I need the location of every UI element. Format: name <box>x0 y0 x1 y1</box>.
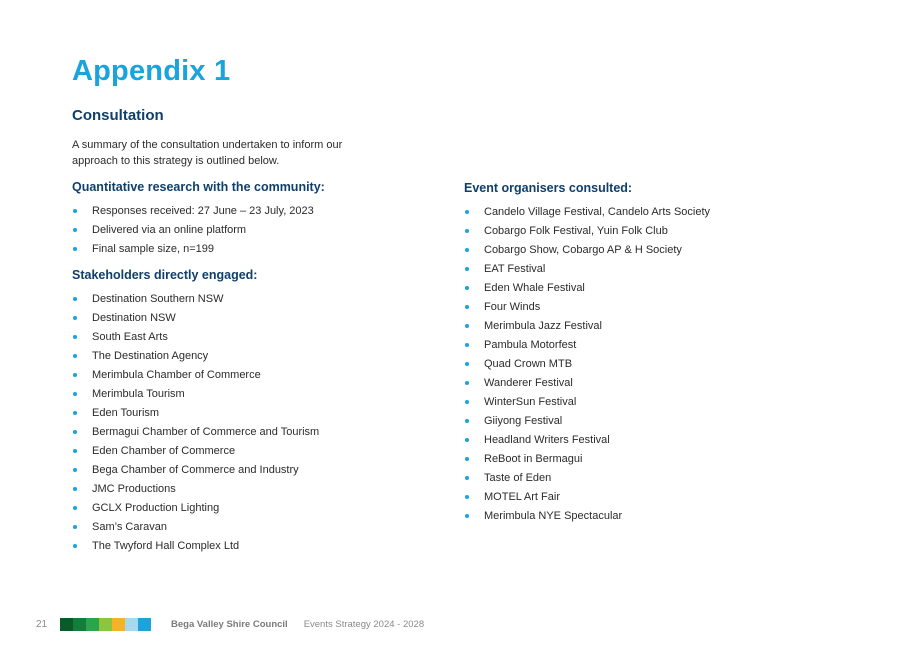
organisers-list <box>464 203 844 526</box>
list-item: Headland Writers Festival <box>464 431 844 450</box>
section-subtitle: Consultation <box>72 107 164 124</box>
list-item: Destination Southern NSW <box>72 290 452 309</box>
list-item: Quad Crown MTB <box>464 355 844 374</box>
list-item: Giiyong Festival <box>464 412 844 431</box>
quantitative-heading: Quantitative research with the community: <box>72 180 325 194</box>
list-item: Wanderer Festival <box>464 374 844 393</box>
intro-paragraph: A summary of the consultation undertaken to inform our approach to this strategy is outlined below. <box>72 139 343 167</box>
list-item: Bermagui Chamber of Commerce and Tourism <box>72 423 452 442</box>
list-item: Merimbula Tourism <box>72 385 452 404</box>
list-item: Bega Chamber of Commerce and Industry <box>72 461 452 480</box>
color-swatch <box>86 618 99 631</box>
organisers-heading: Event organisers consulted: <box>464 181 633 195</box>
list-item: The Twyford Hall Complex Ltd <box>72 537 452 556</box>
color-swatch <box>99 618 112 631</box>
list-item: Candelo Village Festival, Candelo Arts Society <box>464 203 844 222</box>
stakeholders-heading: Stakeholders directly engaged: <box>72 268 258 282</box>
list-item: Destination NSW <box>72 309 452 328</box>
list-item: Cobargo Folk Festival, Yuin Folk Club <box>464 222 844 241</box>
list-item: GCLX Production Lighting <box>72 499 452 518</box>
list-item: Delivered via an online platform <box>72 221 452 240</box>
list-item: Merimbula Jazz Festival <box>464 317 844 336</box>
color-swatch <box>60 618 73 631</box>
list-item: Final sample size, n=199 <box>72 240 452 259</box>
list-item: ReBoot in Bermagui <box>464 450 844 469</box>
color-swatch <box>73 618 86 631</box>
list-item: JMC Productions <box>72 480 452 499</box>
list-item: Sam’s Caravan <box>72 518 452 537</box>
list-item: Pambula Motorfest <box>464 336 844 355</box>
list-item: MOTEL Art Fair <box>464 488 844 507</box>
left-column <box>72 179 452 556</box>
list-item: WinterSun Festival <box>464 393 844 412</box>
brand-color-strip <box>60 618 151 631</box>
list-item: Taste of Eden <box>464 469 844 488</box>
list-item: Merimbula NYE Spectacular <box>464 507 844 526</box>
footer-organisation: Bega Valley Shire Council <box>171 618 288 630</box>
list-item: Eden Whale Festival <box>464 279 844 298</box>
list-item: Eden Tourism <box>72 404 452 423</box>
list-item: South East Arts <box>72 328 452 347</box>
page-title: Appendix 1 <box>72 55 231 87</box>
page-number: 21 <box>36 618 48 630</box>
color-swatch <box>138 618 151 631</box>
right-column <box>464 180 844 526</box>
color-swatch <box>125 618 138 631</box>
color-swatch <box>112 618 125 631</box>
list-item: Cobargo Show, Cobargo AP & H Society <box>464 241 844 260</box>
list-item: Merimbula Chamber of Commerce <box>72 366 452 385</box>
footer-document-title: Events Strategy 2024 - 2028 <box>303 618 425 630</box>
list-item: EAT Festival <box>464 260 844 279</box>
list-item: Eden Chamber of Commerce <box>72 442 452 461</box>
list-item: Responses received: 27 June – 23 July, 2023 <box>72 202 452 221</box>
list-item: Four Winds <box>464 298 844 317</box>
list-item: The Destination Agency <box>72 347 452 366</box>
stakeholders-list <box>72 290 452 556</box>
quantitative-list <box>72 202 452 259</box>
page-footer <box>36 616 424 632</box>
